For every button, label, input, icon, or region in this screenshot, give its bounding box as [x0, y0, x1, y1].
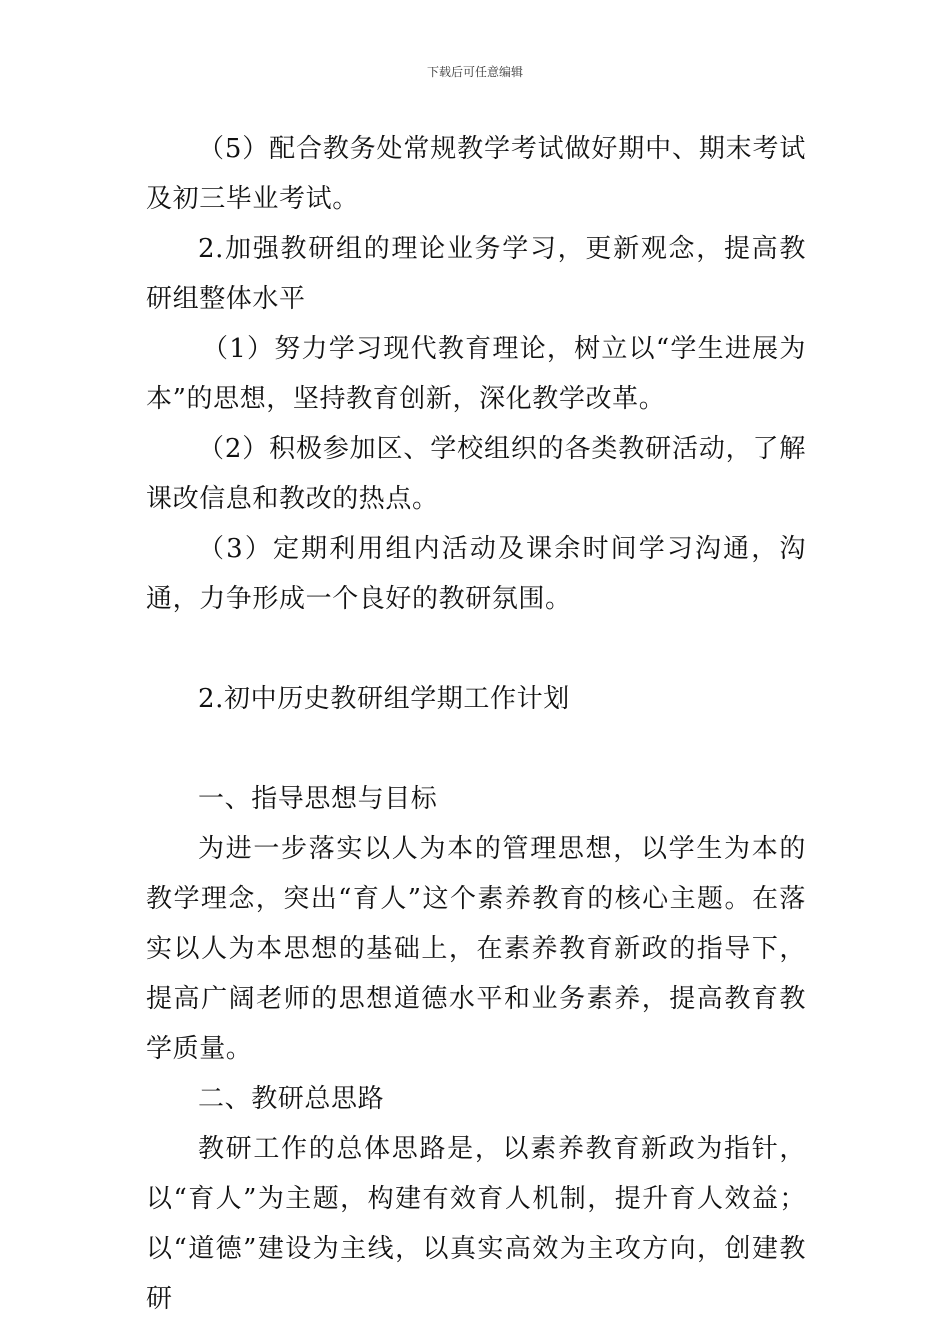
- paragraph-item-5: （5）配合教务处常规教学考试做好期中、期末考试及初三毕业考试。: [146, 134, 806, 214]
- paragraph-item-3: （3）定期利用组内活动及课余时间学习沟通，沟通，力争形成一个良好的教研氛围。: [146, 534, 806, 614]
- section-title: 2.初中历史教研组学期工作计划: [198, 684, 570, 714]
- paragraph-guiding-ideology: 为进一步落实以人为本的管理思想，以学生为本的教学理念，突出“育人”这个素养教育的核心主题。在落实以人为本思想的基础上，在素养教育新政的指导下，提高广阔老师的思想道德水平和业务素养，提高教育教学质量。: [146, 834, 806, 1064]
- heading-research-approach: 二、教研总思路: [198, 1084, 385, 1114]
- paragraph-item-1: （1）努力学习现代教育理论，树立以“学生进展为本”的思想，坚持教育创新，深化教学改革。: [146, 334, 806, 414]
- page-header-note: 下载后可任意编辑: [426, 65, 523, 79]
- document-body: [146, 124, 806, 1324]
- paragraph-item-2: （2）积极参加区、学校组织的各类教研活动，了解课改信息和教改的热点。: [146, 434, 806, 514]
- paragraph-heading-2: 2.加强教研组的理论业务学习，更新观念，提高教研组整体水平: [146, 234, 806, 314]
- section-spacer: [146, 624, 806, 674]
- heading-guiding-ideology: 一、指导思想与目标: [198, 784, 438, 814]
- section-spacer: [146, 724, 806, 774]
- paragraph-research-approach: 教研工作的总体思路是，以素养教育新政为指针，以“育人”为主题，构建有效育人机制，提升育人效益；以“道德”建设为主线，以真实高效为主攻方向，创建教研: [146, 1134, 806, 1314]
